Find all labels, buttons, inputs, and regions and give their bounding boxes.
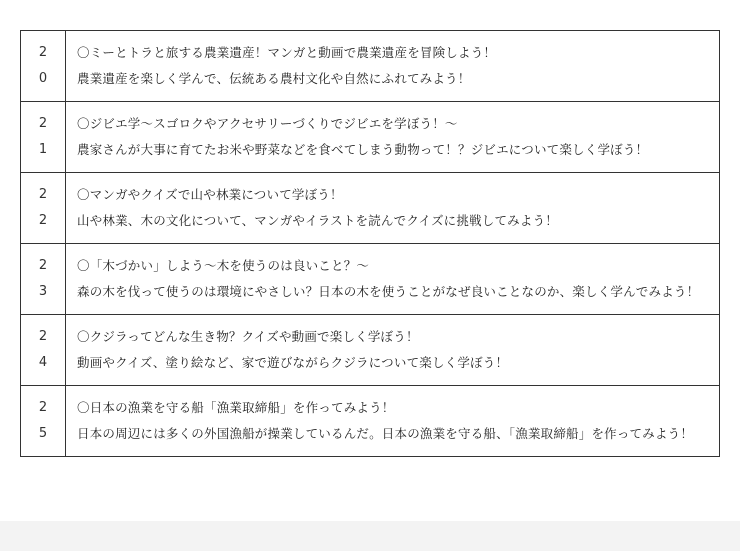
table-row (21, 244, 720, 315)
row-number-digit: 0 (38, 71, 48, 86)
row-number-digit: 4 (38, 355, 48, 370)
row-number (21, 386, 66, 457)
program-content (66, 386, 720, 457)
program-title: 〇日本の漁業を守る船「漁業取締船」を作ってみよう！ (77, 400, 395, 415)
program-title: 〇「木づかい」しよう〜木を使うのは良いこと？〜 (77, 258, 370, 273)
table-row (21, 315, 720, 386)
row-number-digit: 2 (38, 213, 48, 228)
row-number (21, 31, 66, 102)
row-number-digit: 3 (38, 284, 48, 299)
program-title: 〇ミーとトラと旅する農業遺産！マンガと動画で農業遺産を冒険しよう！ (77, 45, 497, 60)
program-content (66, 244, 720, 315)
program-description: 農家さんが大事に育てたお米や野菜などを食べてしまう動物って！？ジビエについて楽しく学ぼう！ (77, 142, 649, 157)
program-description: 動画やクイズ、塗り絵など、家で遊びながらクジラについて楽しく学ぼう！ (77, 355, 509, 370)
program-description: 山や林業、木の文化について、マンガやイラストを読んでクイズに挑戦してみよう！ (77, 213, 558, 228)
program-description: 森の木を伐って使うのは環境にやさしい？日本の木を使うことがなぜ良いことなのか、楽しく学んでみよう！ (77, 284, 700, 299)
program-title: 〇クジラってどんな生き物？クイズや動画で楽しく学ぼう！ (77, 329, 419, 344)
row-number-digit: 5 (38, 426, 48, 441)
row-number-digit: 2 (38, 116, 48, 131)
row-number (21, 102, 66, 173)
program-description: 農業遺産を楽しく学んで、伝統ある農村文化や自然にふれてみよう！ (77, 71, 471, 86)
table-row (21, 31, 720, 102)
program-content (66, 173, 720, 244)
program-content (66, 102, 720, 173)
program-description: 日本の周辺には多くの外国漁船が操業しているんだ。日本の漁業を守る船、「漁業取締船」を作ってみよう！ (77, 426, 694, 441)
row-number-digit: 2 (38, 258, 48, 273)
row-number (21, 244, 66, 315)
row-number-digit: 2 (38, 329, 48, 344)
row-number-digit: 1 (38, 142, 48, 157)
table-row (21, 386, 720, 457)
row-number-digit: 2 (38, 45, 48, 60)
table-row (21, 173, 720, 244)
row-number-digit: 2 (38, 400, 48, 415)
program-content (66, 315, 720, 386)
program-title: 〇ジビエ学〜スゴロクやアクセサリーづくりでジビエを学ぼう！〜 (77, 116, 458, 131)
row-number (21, 173, 66, 244)
row-number (21, 315, 66, 386)
row-number-digit: 2 (38, 187, 48, 202)
program-table (20, 30, 720, 457)
program-title: 〇マンガやクイズで山や林業について学ぼう！ (77, 187, 343, 202)
table-row (21, 102, 720, 173)
program-content (66, 31, 720, 102)
